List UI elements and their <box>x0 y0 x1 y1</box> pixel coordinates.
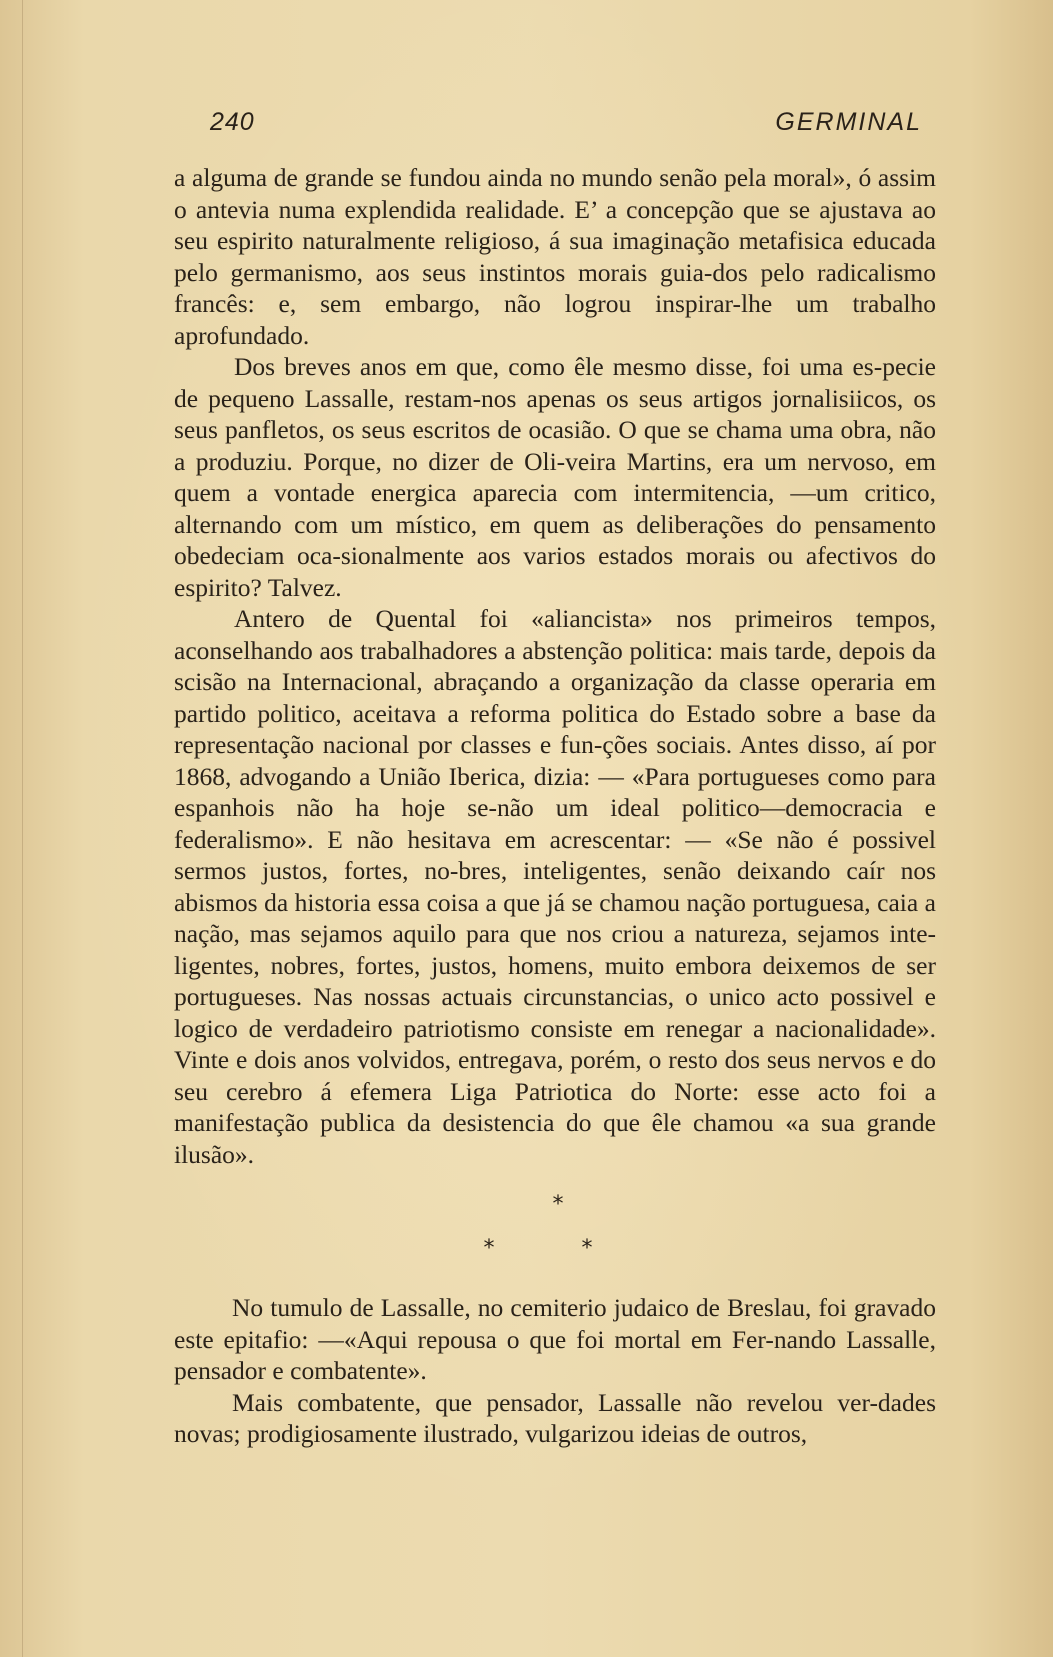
page-edge-line <box>22 0 23 1657</box>
paragraph-3: Antero de Quental foi «aliancista» nos primeiros tempos, aconselhando aos trabalhadores a abstenção politica: mais tarde, depois da scisão na Internacional, abraçando a organização da classe operaria em partido politico, aceitava a reforma politica do Estado sobre a base da representação nacional por classes e fun-ções sociais. Antes disso, aí por 1868, advogando a União Iberica, dizia: — «Para portugueses como para espanhois não ha hoje se-não um ideal politico—democracia e federalismo». E não hesitava em acrescentar: — «Se não é possivel sermos justos, fortes, no-bres, inteligentes, senão deixando caír nos abismos da historia essa coisa a que já se chamou nação portuguesa, caia a nação, mas sejamos aquilo para que nos criou a natureza, sejamos inte-ligentes, nobres, fortes, justos, homens, muito embora deixemos de ser portugueses. Nas nossas actuais circunstancias, o unico acto possivel e logico de verdadeiro patriotismo consiste em renegar a nacionalidade». Vinte e dois anos volvidos, entregava, porém, o resto dos seus nervos e do seu cerebro á efemera Liga Patriotica do Norte: esse acto foi a manifestação publica da desistencia do que êle chamou «a sua grande ilusão». <box>174 604 936 1169</box>
section-ornament-top: * <box>552 1192 564 1217</box>
page-header <box>210 108 922 148</box>
page-number: 240 <box>210 108 255 136</box>
paragraph-5: Mais combatente, que pensador, Lassalle não revelou ver-dades novas; prodigiosamente ilustrado, vulgarizou ideias de outros, <box>174 1387 936 1448</box>
paragraph-1: a alguma de grande se fundou ainda no mundo senão pela moral», ó assim o antevia numa explendida realidade. E’ a concepção que se ajustava ao seu espirito naturalmente religioso, á sua imaginação metafisica educada pelo germanismo, aos seus instintos morais guia-dos pelo radicalismo francês: e, sem embargo, não logrou inspirar-lhe um trabalho aprofundado. <box>174 163 936 350</box>
running-title: GERMINAL <box>775 108 922 136</box>
paragraph-4: No tumulo de Lassalle, no cemiterio judaico de Breslau, foi gravado este epitafio: —«Aqui repousa o que foi mortal em Fer-nando Lassalle, pensador e combatente». <box>174 1293 936 1385</box>
paragraph-2: Dos breves anos em que, como êle mesmo disse, foi uma es-pecie de pequeno Lassalle, restam-nos apenas os seus artigos jornalisiicos, os seus panfletos, os seus escritos de ocasião. O que se chama uma obra, não a produziu. Porque, no dizer de Oli-veira Martins, era um nervoso, em quem a vontade energica aparecia com intermitencia, —um critico, alternando com um místico, em quem as deliberações do pensamento obedeciam oca-sionalmente aos varios estados morais ou afectivos do espirito? Talvez. <box>174 352 936 602</box>
section-ornament-bottom: * * <box>483 1236 633 1261</box>
main-text <box>174 162 936 1170</box>
section-text <box>174 1292 936 1450</box>
